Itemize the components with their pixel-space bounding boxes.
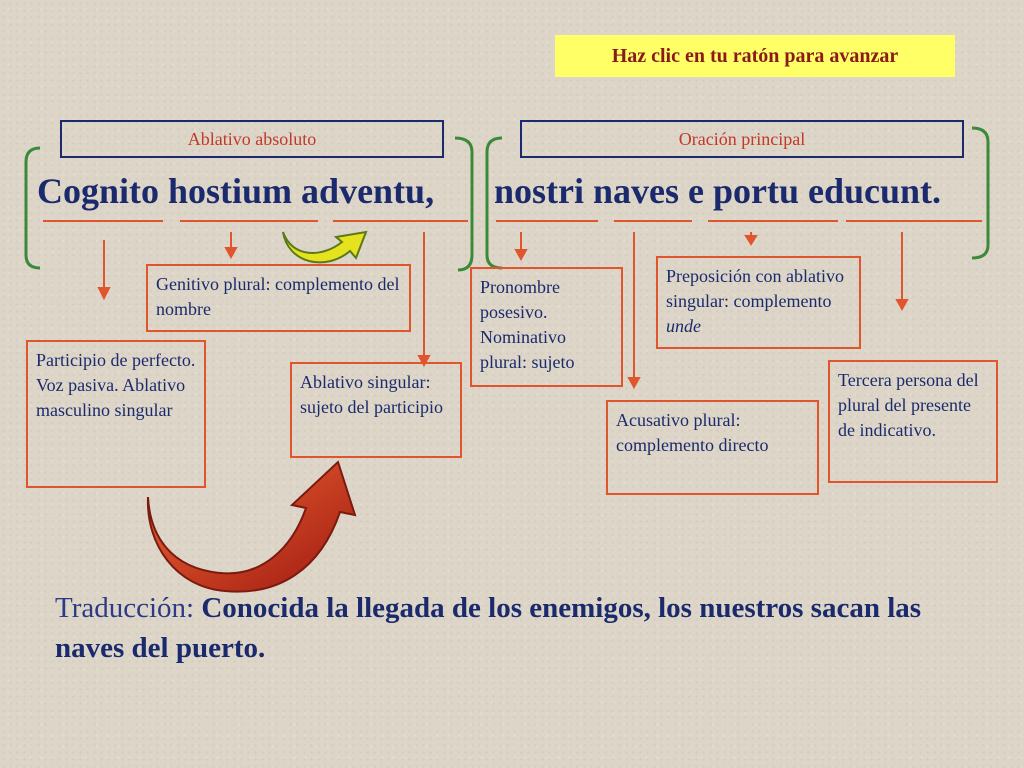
preposition-text: Preposición con ablativo singular: complemento bbox=[666, 266, 844, 311]
genitive-box: Genitivo plural: complemento del nombre bbox=[146, 264, 411, 332]
translation bbox=[55, 588, 975, 668]
bracket-left-close bbox=[455, 138, 472, 270]
ablative-absolute-header: Ablativo absoluto bbox=[60, 120, 444, 158]
translation-text: Conocida la llegada de los enemigos, los nuestros sacan las naves del puerto. bbox=[55, 592, 922, 664]
sentence-main-part: nostri naves e portu educunt. bbox=[494, 171, 942, 211]
preposition-unde: unde bbox=[666, 316, 701, 336]
preposition-box bbox=[656, 256, 861, 349]
pronoun-box: Pronombre posesivo. Nominativo plural: sujeto bbox=[470, 267, 623, 387]
verb-box: Tercera persona del plural del presente de indicativo. bbox=[828, 360, 998, 483]
bracket-left-open bbox=[26, 148, 40, 268]
yellow-curved-arrow bbox=[283, 232, 366, 262]
bracket-right-open bbox=[487, 138, 502, 268]
bracket-right-close bbox=[972, 128, 988, 258]
ablative-subject-box: Ablativo singular: sujeto del participio bbox=[290, 362, 462, 458]
sentence-ablative-part: Cognito hostium adventu, bbox=[37, 171, 435, 211]
participle-box: Participio de perfecto. Voz pasiva. Ablativo masculino singular bbox=[26, 340, 206, 488]
accusative-box: Acusativo plural: complemento directo bbox=[606, 400, 819, 495]
translation-label: Traducción: bbox=[55, 592, 195, 624]
main-clause-header: Oración principal bbox=[520, 120, 964, 158]
advance-hint: Haz clic en tu ratón para avanzar bbox=[555, 35, 955, 77]
